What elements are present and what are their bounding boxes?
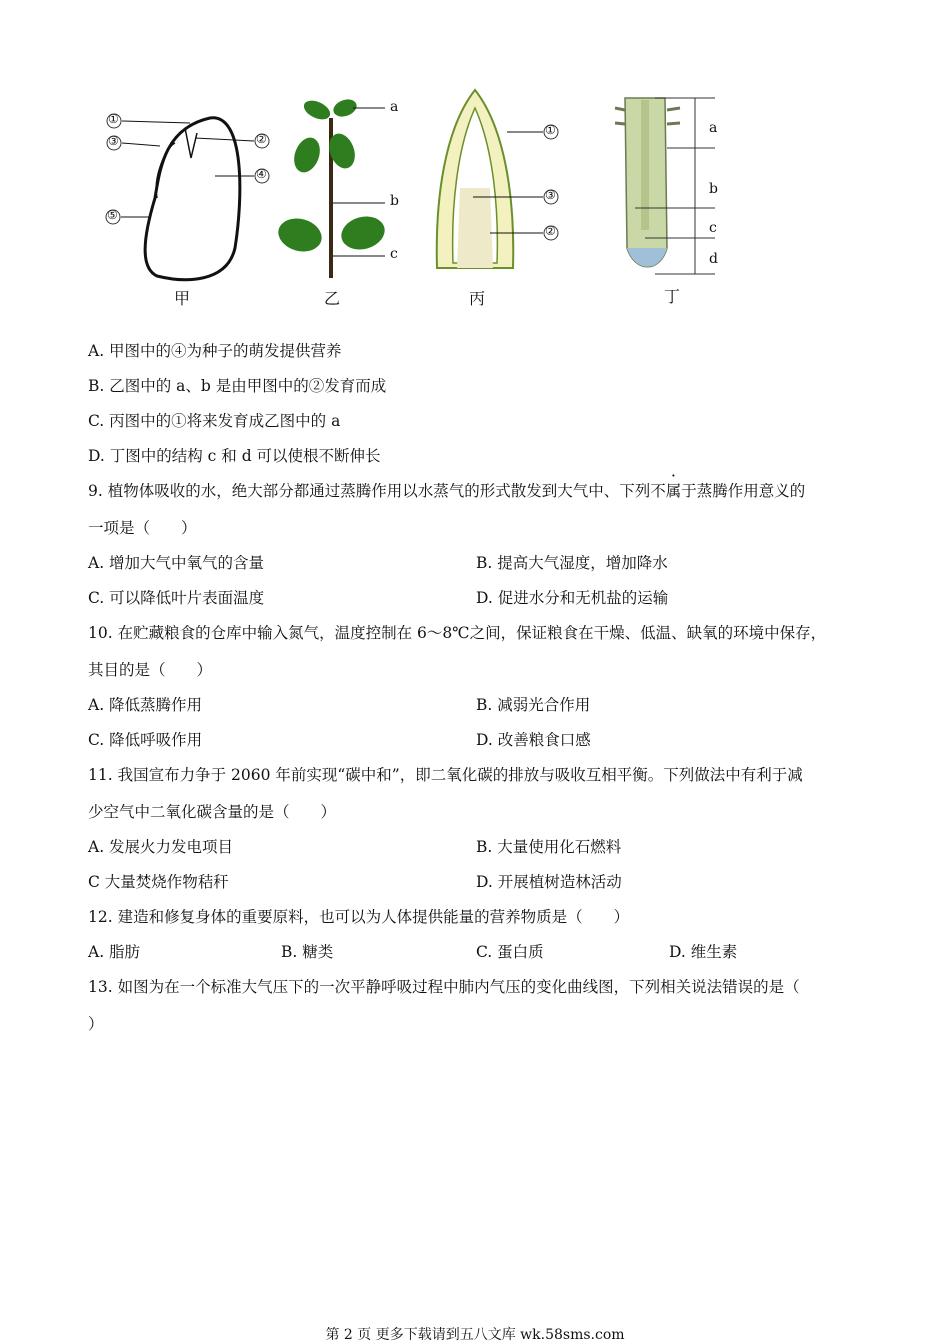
yi-mark-c: c xyxy=(390,246,398,262)
figure-label-jia: 甲 xyxy=(174,289,191,308)
page-footer: 第 2 页 更多下载请到五八文库 wk.58sms.com xyxy=(325,1327,625,1343)
seedling-figure xyxy=(275,96,389,278)
bing-mark-3: ③ xyxy=(545,188,556,202)
plant-figures xyxy=(95,88,735,313)
q12-option-c: C. 蛋白质 xyxy=(476,943,544,961)
ding-mark-d: d xyxy=(709,251,718,267)
q13-stem-line1: 13. 如图为在一个标准大气压下的一次平静呼吸过程中肺内气压的变化曲线图，下列相关说法错误的是（ xyxy=(88,978,800,996)
q10-option-d: D. 改善粮食口感 xyxy=(476,731,591,749)
q9-emphasis: 不属于 xyxy=(650,482,697,500)
q11-option-a: A. 发展火力发电项目 xyxy=(88,838,234,856)
q9-option-b: B. 提高大气湿度，增加降水 xyxy=(476,554,668,572)
q9-stem-line2: 一项是（ ） xyxy=(88,519,197,537)
seed-figure xyxy=(106,114,269,280)
jia-mark-4: ④ xyxy=(256,167,267,181)
q10-option-c: C. 降低呼吸作用 xyxy=(88,731,203,749)
yi-mark-a: a xyxy=(390,99,399,115)
q9-option-c: C. 可以降低叶片表面温度 xyxy=(88,589,265,607)
q10-option-b: B. 减弱光合作用 xyxy=(476,696,591,714)
q9-option-a: A. 增加大气中氧气的含量 xyxy=(88,554,265,572)
figure-label-ding: 丁 xyxy=(664,287,681,306)
jia-mark-5: ⑤ xyxy=(107,208,118,222)
figure-panel xyxy=(95,88,735,313)
q8-option-c: C. 丙图中的①将来发育成乙图中的 a xyxy=(88,412,341,430)
q12-stem: 12. 建造和修复身体的重要原料，也可以为人体提供能量的营养物质是（ ） xyxy=(88,908,630,926)
q12-option-a: A. 脂肪 xyxy=(88,943,141,961)
root-tip-figure xyxy=(615,98,718,274)
figure-label-bing: 丙 xyxy=(469,289,486,308)
jia-mark-3: ③ xyxy=(108,134,119,148)
ding-mark-a: a xyxy=(709,120,718,136)
q12-option-d: D. 维生素 xyxy=(669,943,738,961)
q8-option-b: B. 乙图中的 a、b 是由甲图中的②发育而成 xyxy=(88,377,387,395)
ding-mark-b: b xyxy=(709,181,718,197)
q9-stem-post: 蒸腾作用意义的 xyxy=(696,482,806,500)
jia-mark-1: ① xyxy=(108,112,119,126)
q9-option-d: D. 促进水分和无机盐的运输 xyxy=(476,589,669,607)
q8-option-d: D. 丁图中的结构 c 和 d 可以使根不断伸长 xyxy=(88,447,381,465)
q10-option-a: A. 降低蒸腾作用 xyxy=(88,696,203,714)
q12-option-b: B. 糖类 xyxy=(281,943,334,961)
q11-option-c: C 大量焚烧作物秸秆 xyxy=(88,873,229,891)
q10-stem-line1: 10. 在贮藏粮食的仓库中输入氮气，温度控制在 6～8℃之间，保证粮食在干燥、低温、缺氧的环境中保存， xyxy=(88,624,827,642)
q8-option-a: A. 甲图中的④为种子的萌发提供营养 xyxy=(88,342,342,360)
q9-stem-line1 xyxy=(88,481,805,501)
q11-stem-line2: 少空气中二氧化碳含量的是（ ） xyxy=(88,803,337,821)
bing-mark-2: ② xyxy=(545,224,556,238)
bud-figure xyxy=(437,90,558,268)
q11-option-b: B. 大量使用化石燃料 xyxy=(476,838,622,856)
q10-stem-line2: 其目的是（ ） xyxy=(88,661,213,679)
bing-mark-1: ① xyxy=(545,123,556,137)
q9-stem-pre: 9. 植物体吸收的水，绝大部分都通过蒸腾作用以水蒸气的形式散发到大气中、下列 xyxy=(88,482,651,500)
q11-stem-line1: 11. 我国宣布力争于 2060 年前实现“碳中和”，即二氧化碳的排放与吸收互相平衡。下列做法中有利于减 xyxy=(88,766,803,784)
jia-mark-2: ② xyxy=(256,132,267,146)
yi-mark-b: b xyxy=(390,193,399,209)
ding-mark-c: c xyxy=(709,220,717,236)
q11-option-d: D. 开展植树造林活动 xyxy=(476,873,622,891)
figure-label-yi: 乙 xyxy=(324,289,341,308)
q13-stem-line2: ） xyxy=(88,1015,104,1033)
